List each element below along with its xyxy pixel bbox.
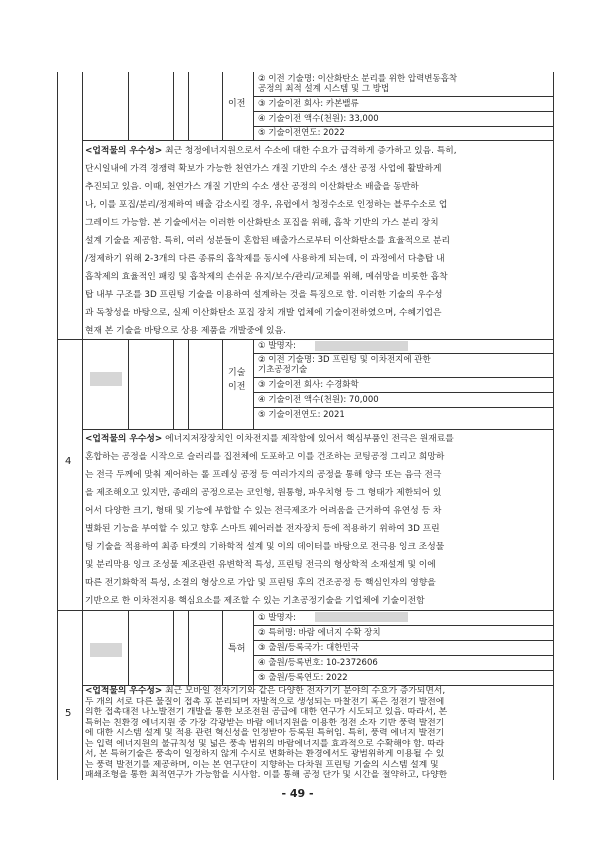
s4-sep-4: [253, 407, 553, 408]
s4-col-d: [222, 339, 223, 429]
s4-para-line: 따른 전기화학적 특성, 소결의 형상으로 가압 및 프린팅 후의 건조공정 등 핵심인자의 영향을: [85, 578, 436, 588]
s5-redacted-inventor: [315, 612, 408, 622]
s5-para-line: 에 대한 시스템 설계 및 적용 관련 혁신성을 인정받아 등록된 특허임. 특히, 풍력 에너지 발전기: [85, 728, 445, 738]
s3-col-c: [188, 72, 189, 140]
s4-row-4: ④ 기술이전 액수(천원): 70,000: [258, 395, 379, 405]
s3-para-line: 나, 이를 포집/분리/정제하여 배출 감소시킬 경우, 유럽에서 청정수소로 인정하는 블루수소로 업: [85, 200, 448, 210]
s4-col-a: [128, 339, 129, 429]
s3-para-line: 설계 기술을 제공함. 특히, 여러 성분들이 혼합된 배출가스로부터 이산화탄소를 효율적으로 분리: [85, 236, 450, 246]
s4-excellence-label: <업적물의 우수성>: [85, 434, 163, 444]
s3-para-line: 흡착제의 효율적인 패킹 및 흡착제의 손쉬운 유지/보수/관리/교체를 위해, 메쉬망을 비롯한 흡착: [85, 272, 448, 282]
s3-para-line: 과 독창성을 바탕으로, 실제 이산화탄소 포집 장치 개발 업체에 기술이전하였으며, 수혜기업은: [85, 308, 442, 318]
s4-col-c: [188, 339, 189, 429]
s3-col-a: [128, 72, 129, 140]
s3-para-line: 현재 본 기술을 바탕으로 상용 제품을 개발중에 있음.: [85, 326, 286, 336]
s5-number: 5: [65, 708, 72, 719]
s4-para-line: 및 분리막용 잉크 조성물 제조관련 유변학적 특성, 프린팅 전극의 형상학적 소재설계 및 이에: [85, 560, 436, 570]
s5-sep-4: [253, 670, 553, 671]
s5-row-1: ① 발명자:: [258, 613, 296, 623]
s4-sep-3: [253, 392, 553, 393]
s4-sep-2: [253, 377, 553, 378]
s5-row-5: ⑤ 출원/등록연도: 2022: [258, 673, 348, 683]
s5-sep-2: [253, 640, 553, 641]
s5-col-c: [188, 610, 189, 685]
s3-para-line: 단시일내에 가격 경쟁력 확보가 가능한 천연가스 개질 기반의 수소 생산 공정 사업에 활발하게: [85, 164, 442, 174]
s3-sep-3: [253, 126, 553, 127]
s5-para-line: 패쇄조형을 통한 최적연구가 가능함을 시사함. 이를 통해 공정 단가 및 시간을 절약하고, 다양한: [85, 770, 448, 780]
s4-para-line: 을 제조해오고 있지만, 종래의 공정으로는 코인형, 원통형, 파우치형 등 그 형태가 제한되어 있: [85, 488, 442, 498]
s5-col-a: [128, 610, 129, 685]
s4-para-line: 어서 다양한 크기, 형태 및 기능에 부합할 수 있는 전극제조가 어려움을 근거하여 유연성 등 차: [85, 506, 442, 516]
s5-para-line: 최근 모바일 전자기기와 같은 다양한 전자기기 분야의 수요가 증가되면서,: [165, 686, 446, 696]
s3-para-top: [82, 140, 553, 141]
s4-para-line: 팅 기술을 적용하여 최종 타겟의 기하학적 설계 및 이의 데이터를 바탕으로 전극용 잉크 조성물: [85, 542, 445, 552]
s4-para-line: 혼합하는 공정을 시작으로 슬러리를 집전체에 도포하고 이를 건조하는 코팅공정 그리고 희망하: [85, 452, 445, 462]
s5-para-line: 특허는 친환경 에너지원 중 가장 각광받는 바람 에너지원을 이용한 정전 소자 기반 풍력 발전기: [85, 717, 445, 728]
table-left-border: [57, 72, 58, 780]
s3-row-4: ④ 기술이전 액수(천원): 33,000: [258, 114, 379, 124]
s5-excellence-label: <업적물의 우수성>: [85, 686, 163, 696]
s5-col-b: [173, 610, 174, 685]
s3-category: 이전: [228, 99, 246, 109]
s3-col-d: [222, 72, 223, 140]
s4-redacted-block: [90, 372, 122, 386]
s3-row-2b: 공정의 최적 설계 시스템 및 그 방법: [258, 84, 390, 94]
s5-col-d: [222, 610, 223, 685]
s3-para-line: 추진되고 있음. 이때, 천연가스 개질 기반의 수소 생산 공정의 이산화탄소 배출을 동반하: [85, 182, 419, 192]
s4-row-3: ③ 기술이전 회사: 수경화학: [258, 380, 359, 390]
s3-row-3: ③ 기술이전 회사: 카본밸류: [258, 99, 359, 109]
s5-para-line: 서, 본 특허기술은 풍속이 일정하지 않게 수시로 변화하는 환경에서도 광범위하게 이용될 수 있: [85, 749, 445, 759]
s3-excellence-paragraph: [85, 142, 550, 340]
s5-row-2: ② 특허명: 바람 에너지 수확 장치: [258, 628, 381, 638]
s5-sep-3: [253, 655, 553, 656]
s3-excellence-label: <업적물의 우수성>: [85, 146, 163, 156]
s3-sep-2: [253, 111, 553, 112]
s4-number: 4: [65, 456, 72, 467]
s3-para-line: /정제하기 위해 2-3개의 다른 종류의 흡착제를 동시에 사용하게 되는데, 이 과정에서 다층탑 내: [85, 254, 445, 264]
s5-col-e: [253, 610, 254, 685]
s3-para-line: 최근 청정에너지원으로서 수소에 대한 수요가 급격하게 증가하고 있음. 특히,: [165, 146, 457, 156]
s3-col-b: [173, 72, 174, 140]
s3-row-5: ⑤ 기술이전연도: 2022: [258, 128, 345, 138]
s5-para-line: 의한 접촉대전 나노발전기 개발을 통한 보조전원 공급에 대한 연구가 시도되고 있음. 따라서, 본: [85, 707, 448, 717]
s4-top: [57, 339, 554, 340]
s5-sep-1: [253, 625, 553, 626]
s4-excellence-paragraph: [85, 430, 550, 610]
s5-redacted-block: [90, 643, 122, 657]
s4-row-2a: ② 이전 기술명: 3D 프린팅 및 이차전지에 관한: [258, 355, 431, 365]
s3-row-2a: ② 이전 기술명: 이산화탄소 분리를 위한 압력변동흡착: [258, 74, 458, 84]
s3-sep-1: [253, 96, 553, 97]
s5-row-4: ④ 출원/등록번호: 10-2372606: [258, 658, 378, 668]
s4-row-1: ① 발명자:: [258, 341, 296, 351]
s5-para-line: 두 개의 서로 다른 물질이 접촉 후 분리되며 자발적으로 생성되는 마찰전기 혹은 정전기 발전에: [85, 696, 445, 707]
s4-para-line: 별화된 기능을 부여할 수 있고 향후 스마트 웨어러블 전자장치 등에 적용하기 위하여 3D 프린: [85, 524, 440, 534]
s5-para-line: 는 풍력 발전기를 제공하며, 이는 본 연구단이 지향하는 다차원 프린팅 기술의 시스템 설계 및: [85, 759, 439, 770]
s4-para-line: 는 전극 두께에 맞춰 제어하는 롤 프레싱 공정 등 여러가지의 공정을 통해 양극 또는 음극 전극: [85, 470, 442, 480]
page-number: - 49 -: [281, 787, 314, 800]
s3-para-line: 탑 내부 구조를 3D 프린팅 기술을 이용하여 설계하는 것을 특징으로 함. 이러한 기술의 우수성: [85, 290, 443, 300]
s3-para-line: 그레이드 가능함. 본 기술에서는 이러한 이산화탄소 포집을 위해, 흡착 기반의 가스 분리 장치: [85, 218, 439, 228]
s5-category: 특허: [228, 644, 246, 654]
s4-row-5: ⑤ 기술이전연도: 2021: [258, 410, 345, 420]
s5-excellence-paragraph: [85, 686, 550, 781]
s3-col-e: [253, 72, 254, 140]
table-num-col-border: [82, 72, 83, 780]
s5-row-3: ③ 출원/등록국가: 대한민국: [258, 643, 359, 653]
s4-col-b: [173, 339, 174, 429]
s4-para-line: 기반으로 한 이차전지용 핵심요소를 제조할 수 있는 기초공정기술을 기업체에 기술이전함: [85, 596, 425, 606]
s5-para-line: 는 입력 에너지원의 불규칙성 및 넓은 풍속 범위의 바람에너지를 효과적으로 수확해야 함. 따라: [85, 738, 445, 749]
s4-category-1: 기술: [228, 368, 246, 378]
s4-row-2b: 기초공정기술: [258, 365, 308, 375]
s5-top: [57, 610, 554, 611]
s4-redacted-inventor: [315, 341, 408, 351]
s4-sep-1: [253, 353, 553, 354]
s4-category-2: 이전: [228, 382, 246, 392]
table-right-border: [553, 72, 554, 780]
s4-para-line: 에너지저장장치인 이차전지를 제작함에 있어서 핵심부품인 전극은 원재료를: [165, 434, 454, 444]
